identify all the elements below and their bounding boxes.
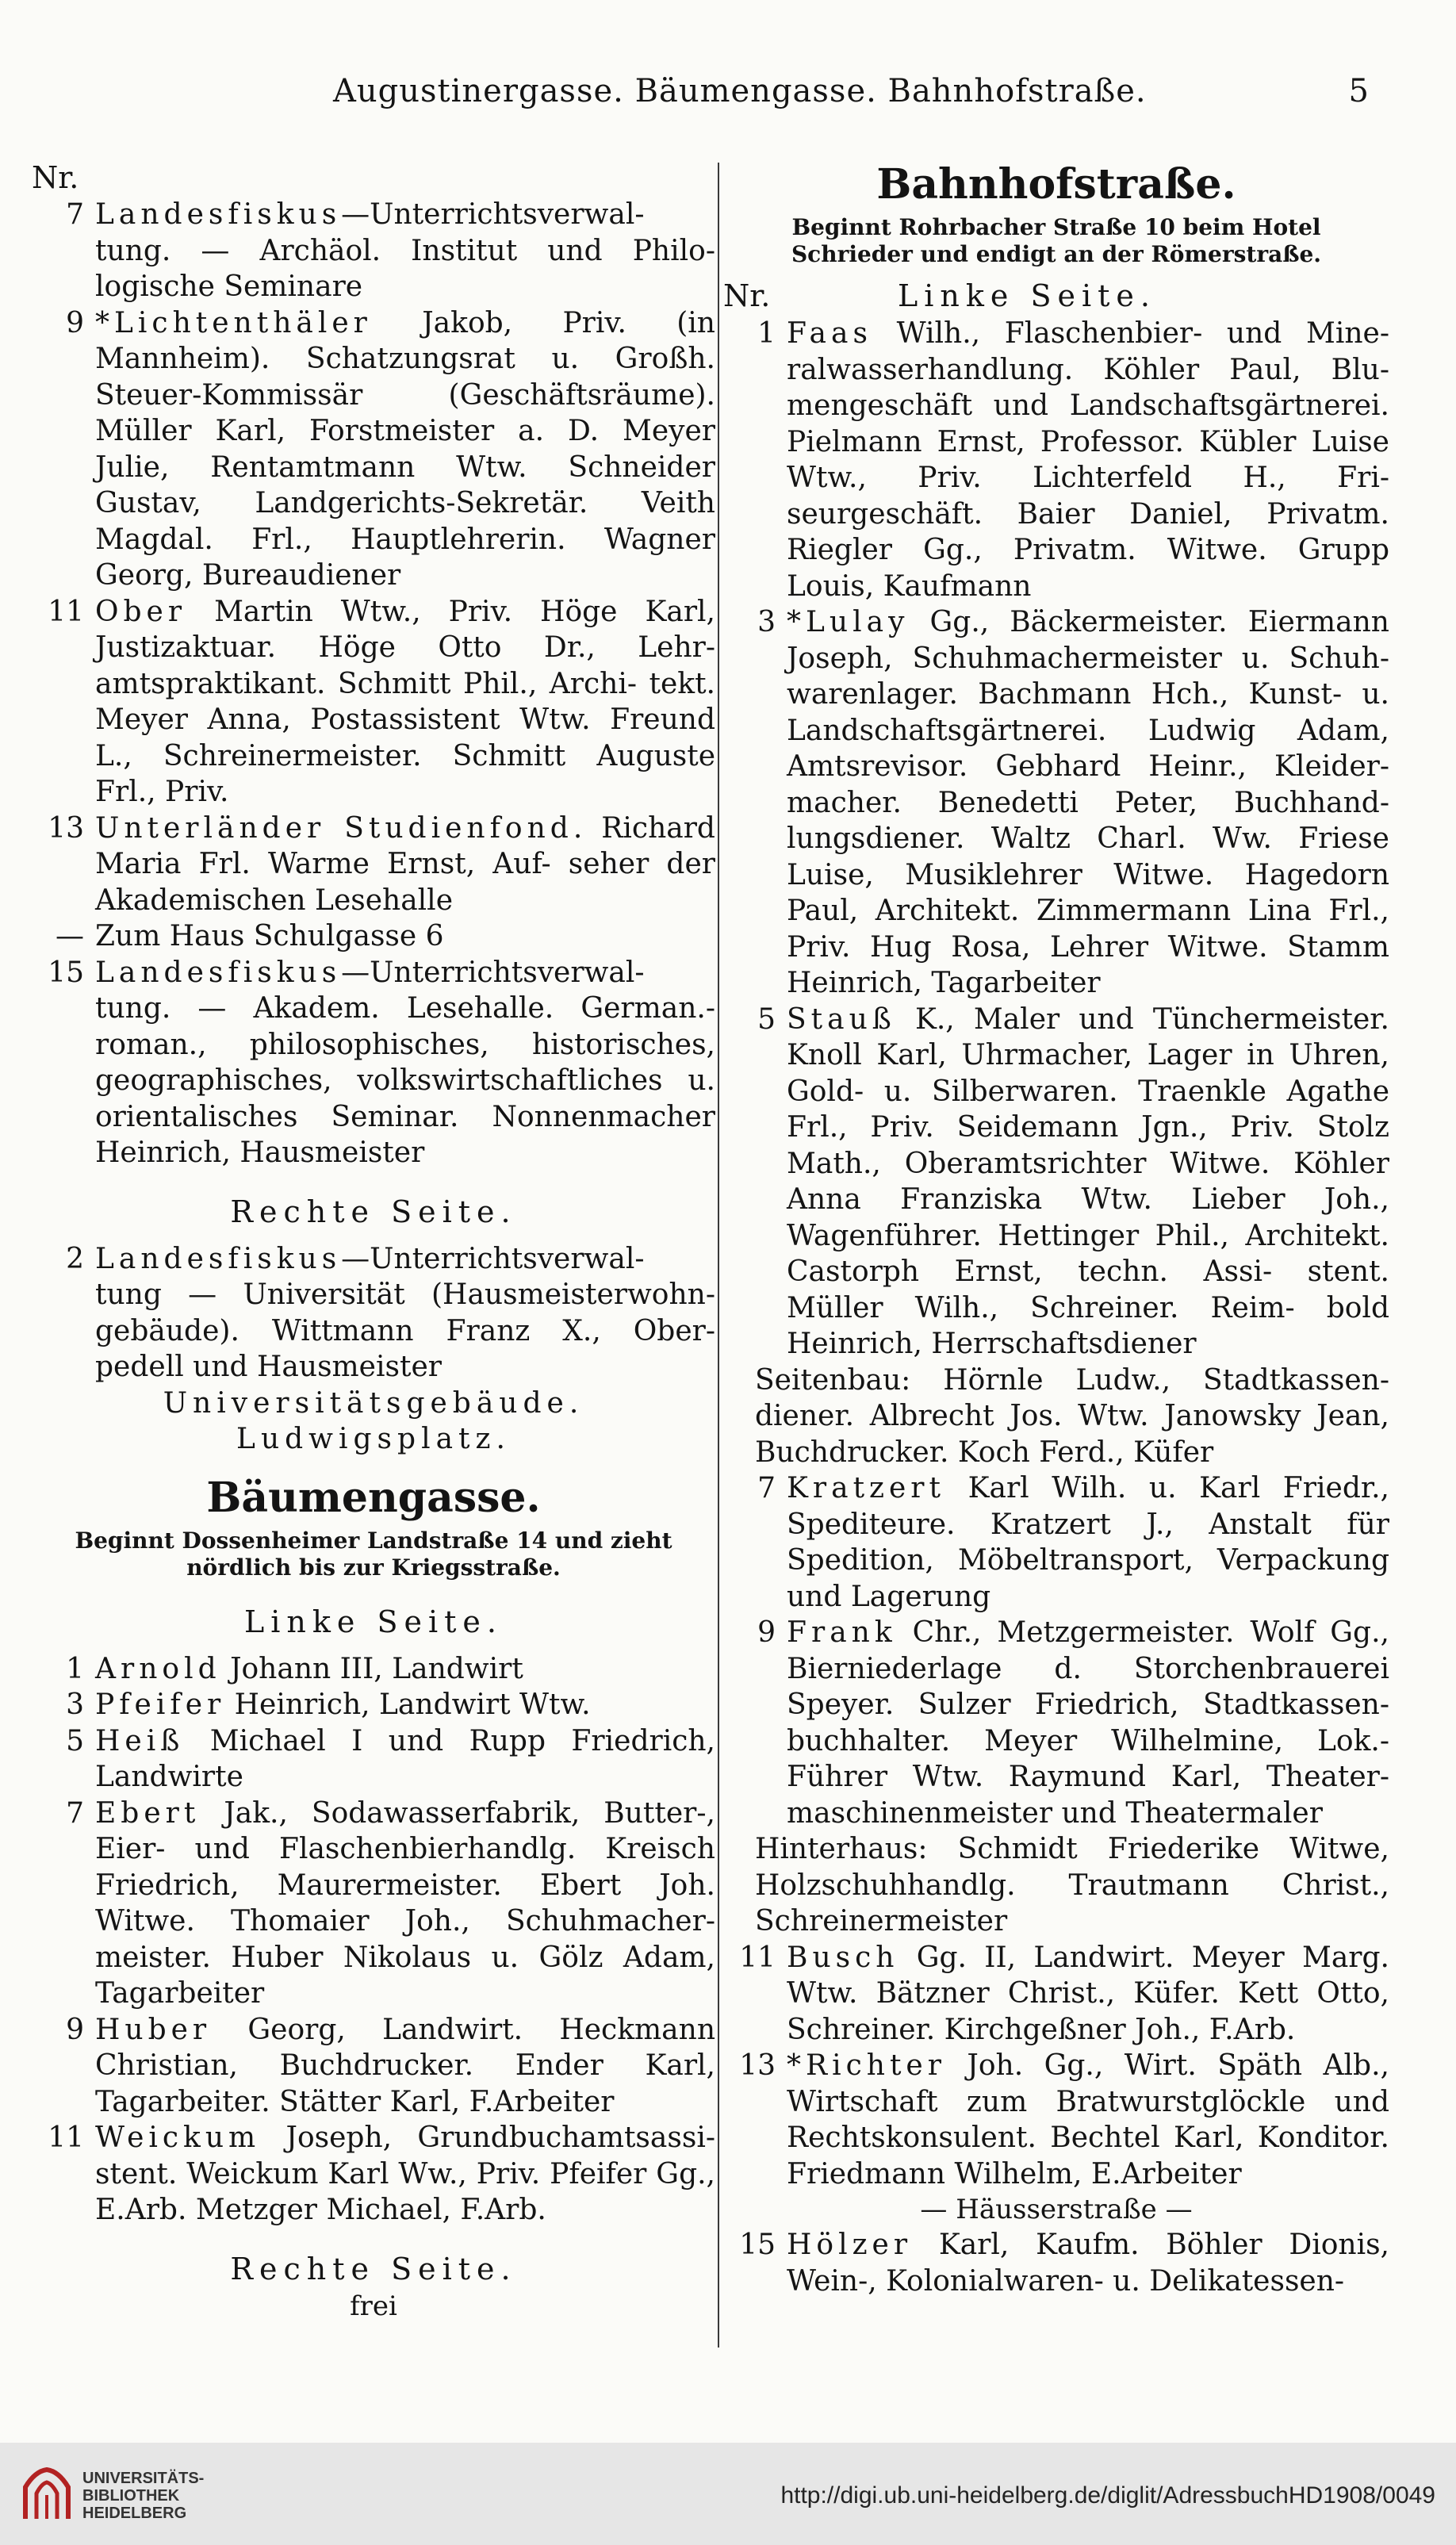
entry-name: *Richter xyxy=(787,2049,946,2082)
house-number: 1 xyxy=(757,317,776,350)
entry-text: K., Maler und Tünchermeister. Knoll Karl, Uhrmacher, Lager in Uhren, Gold- u. Silberwaren. Traenkle Agathe Frl., Priv. Seidemann Jgn., Priv. Stolz Math., Oberamtsrichter Witwe. Köhler Anna Franziska Wtw. Lieber Joh., Wagenführer. Hettinger Phil., Architekt. Castorph Ernst, techn. Assi- stent. Müller Wilh., Schreiner. Reim- bold Heinrich, Herrschaftsdiener xyxy=(787,1002,1389,1360)
list-item xyxy=(723,2227,1389,2299)
entry-text: Michael I und Rupp Friedrich, Landwirte xyxy=(95,1724,715,1793)
list-item xyxy=(32,1796,715,2012)
list-item xyxy=(32,1651,715,1688)
list-item xyxy=(723,316,1389,604)
entry-text: Georg, Landwirt. Heckmann Christian, Buchdrucker. Ender Karl, Tagarbeiter. Stätter Karl, F.Arbeiter xyxy=(95,2013,715,2118)
library-name xyxy=(82,2470,204,2522)
list-item xyxy=(32,2012,715,2121)
street-description: Beginnt Rohrbacher Straße 10 beim Hotel Schrieder und endigt an der Römerstraße. xyxy=(791,214,1322,267)
list-item xyxy=(32,1687,715,1723)
entry-name: Kratzert xyxy=(787,1472,945,1504)
library-line-2: BIBLIOTHEK xyxy=(82,2487,180,2505)
rechte-seite-heading: Rechte Seite. xyxy=(230,1194,517,1229)
list-item xyxy=(32,305,715,594)
house-number: 5 xyxy=(66,1724,84,1757)
entry-text: Gg. II, Landwirt. Meyer Marg. Wtw. Bätzner Christ., Küfer. Kett Otto, Schreiner. Kirchgeßner Joh., F.Arb. xyxy=(787,1941,1389,2046)
house-number: 3 xyxy=(66,1688,84,1721)
entry-text: —Unterrichtsverwal- tung. — Akadem. Lesehalle. German.- roman., philosophisches, historisches, geographisches, volkswirtschaftliches u. orientalisches Seminar. Nonnenmacher Heinrich, Hausmeister xyxy=(95,956,715,1169)
footer-bar xyxy=(0,2443,1456,2545)
entry-name: Stauß xyxy=(787,1002,896,1036)
house-number: 15 xyxy=(739,2229,776,2261)
list-item xyxy=(32,1241,715,1386)
house-number: 2 xyxy=(66,1242,84,1275)
page-number: 5 xyxy=(1348,73,1369,109)
entry-text: Johann III, Landwirt xyxy=(230,1652,523,1685)
cross-street-label: — Häusserstraße — xyxy=(920,2194,1193,2225)
house-number: 11 xyxy=(48,2121,84,2154)
street-heading-bahnhofstrasse: Bahnhofstraße. xyxy=(876,160,1236,209)
entry-name: Frank xyxy=(787,1616,897,1649)
house-number: 3 xyxy=(757,606,776,638)
entry-text: Wilh., Flaschenbier- und Mine- ralwasserhandlung. Köhler Paul, Blu- mengeschäft und Landschaftsgärtnerei. Pielmann Ernst, Professor. Kübler Luise Wtw., Priv. Lichterfeld H., Fri- seurgeschäft. Baier Daniel, Privatm. Riegler Gg., Privatm. Witwe. Grupp Louis, Kaufmann xyxy=(787,317,1390,603)
library-line-1: UNIVERSITÄTS- xyxy=(82,2470,205,2487)
hinterhaus-text: Hinterhaus: Schmidt Friederike Witwe, Holzschuhhandlg. Trautmann Christ., Schreinermeister xyxy=(755,1833,1389,1937)
page-title: Augustinergasse. Bäumengasse. Bahnhofstraße. xyxy=(333,73,1147,109)
list-item xyxy=(723,1940,1389,2049)
column-divider xyxy=(718,163,719,2348)
right-column xyxy=(723,159,1389,2299)
house-number: 5 xyxy=(757,1002,776,1036)
list-item xyxy=(32,955,715,1171)
list-item xyxy=(32,197,715,305)
list-item xyxy=(723,2048,1389,2192)
entry-text: Karl Wilh. u. Karl Friedr., Spediteure. Kratzert J., Anstalt für Spedition, Möbeltransport, Verpackung und Lagerung xyxy=(787,1472,1389,1613)
entry-text: Heinrich, Landwirt Wtw. xyxy=(234,1688,591,1721)
house-number: 9 xyxy=(757,1616,776,1649)
entry-name: Busch xyxy=(787,1941,899,1974)
entry-name: Faas xyxy=(787,317,872,350)
house-number: 7 xyxy=(66,198,84,231)
nr-label: Nr. xyxy=(723,278,771,313)
frei-label: frei xyxy=(350,2290,397,2322)
entry-text: Joh. Gg., Wirt. Späth Alb., Wirtschaft zum Bratwurstglöckle und Rechtskonsulent. Bechtel Karl, Konditor. Friedmann Wilhelm, E.Arbeiter xyxy=(787,2049,1389,2190)
entry-name: Ebert xyxy=(95,1796,201,1830)
nr-label: Nr. xyxy=(32,160,79,195)
entry-name: Ober xyxy=(95,595,187,628)
entry-text: Martin Wtw., Priv. Höge Karl, Justizaktuar. Höge Otto Dr., Lehr- amtspraktikant. Schmitt Phil., Archi- tekt. Meyer Anna, Postassistent Wtw. Freund L., Schreinermeister. Schmitt Auguste Frl., Priv. xyxy=(95,595,715,808)
entry-name: *Lichtenthäler xyxy=(95,306,372,339)
ludwigsplatz-line: Ludwigsplatz. xyxy=(236,1423,511,1455)
entry-name: Landesfiskus xyxy=(95,198,342,231)
entry-text: Richard Maria Frl. Warme Ernst, Auf- seher der Akademischen Lesehalle xyxy=(95,811,715,917)
column-heading-row xyxy=(723,276,1389,316)
list-item xyxy=(32,811,715,919)
entry-text: —Unterrichtsverwal- tung — Universität (Hausmeisterwohn- gebäude). Wittmann Franz X., Ober- pedell und Hausmeister xyxy=(95,1242,715,1383)
list-item xyxy=(723,1615,1389,1831)
linke-seite-heading: Linke Seite. xyxy=(244,1604,503,1639)
entry-name: Landesfiskus xyxy=(95,956,342,989)
list-item xyxy=(32,1723,715,1796)
entry-name: Unterländer Studienfond. xyxy=(95,811,588,845)
library-line-3: HEIDELBERG xyxy=(82,2505,187,2522)
entry-name: Heiß xyxy=(95,1724,185,1757)
house-number: 1 xyxy=(66,1652,84,1685)
list-item xyxy=(723,1002,1389,1363)
entry-name: Pfeifer xyxy=(95,1688,226,1721)
entry-name: Arnold xyxy=(95,1652,221,1685)
entry-text: Chr., Metzgermeister. Wolf Gg., Bierniederlage d. Storchenbrauerei Speyer. Sulzer Friedrich, Stadtkassen- buchhalter. Meyer Wilhelmine, Lok.- Führer Wtw. Raymund Karl, Theater- maschinenmeister und Theatermaler xyxy=(787,1616,1389,1830)
list-item xyxy=(32,594,715,811)
street-heading-baeumengasse: Bäumengasse. xyxy=(206,1473,541,1522)
house-number: 7 xyxy=(757,1472,776,1504)
house-number: 11 xyxy=(48,595,84,628)
house-number: 9 xyxy=(66,2013,84,2046)
entry-text: —Unterrichtsverwal- tung. — Archäol. Institut und Philo- logische Seminare xyxy=(95,198,715,303)
house-number: 9 xyxy=(66,306,84,339)
running-header xyxy=(0,73,1456,121)
list-item xyxy=(723,1470,1389,1615)
street-description: Beginnt Dossenheimer Landstraße 14 und zieht nördlich bis zur Kriegsstraße. xyxy=(75,1527,672,1581)
list-item xyxy=(32,918,715,955)
house-number: 13 xyxy=(48,811,84,845)
source-url-link[interactable]: http://digi.ub.uni-heidelberg.de/diglit/AdressbuchHD1908/0049 xyxy=(780,2482,1435,2509)
entry-name: Weickum xyxy=(95,2121,261,2154)
house-number: 11 xyxy=(739,1941,776,1974)
library-logo-icon xyxy=(19,2463,75,2527)
entry-text: Zum Haus Schulgasse 6 xyxy=(95,920,444,952)
linke-seite-heading: Linke Seite. xyxy=(898,278,1156,313)
house-number: 13 xyxy=(739,2049,776,2082)
entry-name: Landesfiskus xyxy=(95,1242,342,1275)
entry-name: *Lulay xyxy=(787,606,910,638)
universitaet-line: Universitätsgebäude. xyxy=(163,1386,584,1420)
list-item xyxy=(723,604,1389,1002)
entry-text: Karl, Kaufm. Böhler Dionis, Wein-, Kolonialwaren- u. Delikatessen- xyxy=(787,2229,1390,2298)
left-column xyxy=(32,159,715,2324)
house-number: 15 xyxy=(48,956,84,989)
list-item xyxy=(32,2120,715,2229)
entry-text: Jak., Sodawasserfabrik, Butter-, Eier- und Flaschenbierhandlg. Kreisch Friedrich, Maurermeister. Ebert Joh. Witwe. Thomaier Joh., Schuhmacher- meister. Huber Nikolaus u. Gölz Adam, Tagarbeiter xyxy=(95,1796,715,2010)
house-number: 7 xyxy=(66,1796,84,1830)
seitenbau-text: Seitenbau: Hörnle Ludw., Stadtkassen- diener. Albrecht Jos. Wtw. Janowsky Jean, Buchdrucker. Koch Ferd., Küfer xyxy=(755,1363,1389,1469)
entry-text: Joseph, Grundbuchamtsassi- stent. Weickum Karl Ww., Priv. Pfeifer Gg., E.Arb. Metzger Michael, F.Arb. xyxy=(95,2121,715,2226)
entry-text: Gg., Bäckermeister. Eiermann Joseph, Schuhmachermeister u. Schuh- warenlager. Bachmann Hch., Kunst- u. Landschaftsgärtnerei. Ludwig Adam, Amtsrevisor. Gebhard Heinr., Kleider- macher. Benedetti Peter, Buchhand- lungsdiener. Waltz Charl. Ww. Friese Luise, Musiklehrer Witwe. Hagedorn Paul, Architekt. Zimmermann Lina Frl., Priv. Hug Rosa, Lehrer Witwe. Stamm Heinrich, Tagarbeiter xyxy=(787,606,1389,999)
entry-name: Huber xyxy=(95,2013,212,2046)
house-number: — xyxy=(56,920,84,952)
entry-name: Hölzer xyxy=(787,2229,913,2261)
rechte-seite-heading: Rechte Seite. xyxy=(230,2251,517,2286)
entry-text: Jakob, Priv. (in Mannheim). Schatzungsrat u. Großh. Steuer-Kommissär (Geschäftsräume). Müller Karl, Forstmeister a. D. Meyer Julie, Rentamtmann Wtw. Schneider Gustav, Landgerichts-Sekretär. Veith Magdal. Frl., Hauptlehrerin. Wagner Georg, Bureaudiener xyxy=(95,306,715,592)
